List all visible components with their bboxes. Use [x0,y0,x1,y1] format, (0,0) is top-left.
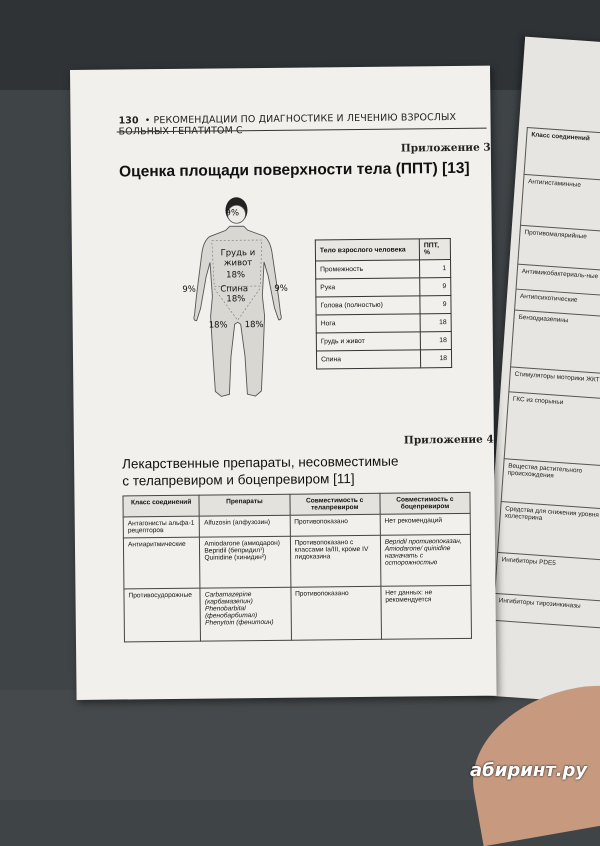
table-row [316,260,451,279]
table-cell: Amiodarone (амиодарон) Bepridil (бепридил¹) Quinidine (хинидин²) [200,536,291,588]
appendix-3-label: Приложение 3 [400,141,491,155]
page-number: 130 [118,115,139,127]
table-cell: 9 [420,278,451,296]
table-cell: Carbamazepine (карбамазепин) Phenobarbital (фенобарбитал) Phenytoin (фенитоин) [200,587,291,641]
table-header: Препараты [199,494,289,516]
watermark: абиринт.ру [470,760,588,781]
table-cell: 18 [420,314,451,332]
next-page-row: ГКС из спорыньи [504,392,600,468]
figure-label-leg-right: 18% [244,319,264,331]
next-page [479,37,600,704]
table-cell: 1 [420,260,451,278]
table-cell: Bepridil противопоказан, Amiodarone/ quinidine назначать с осторожностью [380,534,471,586]
table-row [316,332,451,351]
table-cell: Промежность [316,260,420,279]
table-header: Тело взрослого человека [315,239,419,261]
next-page-row: Ингибиторы тирозинкиназы [493,593,600,629]
table-row [123,534,471,589]
table-cell: Противопоказано с классами Ia/III, кроме IV лидоказина [290,535,381,587]
next-page-row: Антимикобактериаль-ные [516,264,600,298]
next-page-row: Средства для снижения уровня холестерина [498,502,600,562]
table-cell: Нет данных: не рекомендуется [381,585,472,639]
figure-label-leg-left: 18% [208,320,228,331]
table-cell: Антагонисты альфа-1 рецепторов [123,516,200,538]
figure-label-chest-pct: 18% [226,270,246,281]
table-cell: Антиаритмические [123,537,200,589]
table-cell: Рука [316,278,420,297]
next-page-table [492,127,600,630]
table-cell: Alfuzosin (алфузозин) [200,515,290,537]
next-page-header: Класс соединений [524,127,600,183]
table-header: Совместимость с телапревиром [290,493,380,515]
table-header: Совместимость с боцепревиром [380,492,470,514]
table-row [316,350,451,369]
running-title: РЕКОМЕНДАЦИИ ПО ДИАГНОСТИКЕ И ЛЕЧЕНИЮ ВЗРОСЛЫХ БОЛЬНЫХ ГЕПАТИТОМ С [118,111,457,138]
body-surface-figure [181,196,293,412]
figure-label-back: Спина [220,284,249,295]
appendix-3-title: Оценка площади поверхности тела (ППТ) [13] [118,159,470,181]
next-page-row: Ингибиторы PDE5 [495,552,600,602]
figure-label-arm-left: 9% [182,284,196,295]
drug-interaction-table [122,492,472,643]
table-header: ППТ, % [419,239,450,260]
table-row [316,278,451,297]
next-page-row: Антипсихотические [515,289,600,319]
figure-label-chest: Грудь и живот [220,248,256,269]
table-cell: 18 [420,332,451,350]
next-page-row: Бензодиазепины [511,310,600,376]
table-cell: Нога [316,314,420,333]
table-cell: Нет рекомендаций [380,513,470,535]
figure-label-arm-right: 9% [274,283,288,294]
table-cell: Голова (полностью) [316,296,420,315]
table-row [316,296,451,315]
table-cell: Спина [316,350,420,369]
table-cell: Противосудорожные [124,588,201,642]
book-page [70,66,497,700]
figure-label-back-pct: 18% [226,294,246,305]
table-cell: Грудь и живот [316,332,420,351]
running-header [118,112,490,138]
table-cell: 9 [420,296,451,314]
table-cell: Противопоказано [290,514,380,536]
table-row [124,585,472,642]
appendix-4-title-line1: Лекарственные препараты, несовместимые [122,453,399,472]
body-surface-table [315,238,452,369]
table-row [316,314,451,333]
appendix-4-title-line2: с телапревиром и боцепревиром [11] [122,471,355,489]
next-page-row: Противомалярийные [518,225,600,273]
header-bullet: • [144,115,151,127]
appendix-4-label: Приложение 4 [403,433,494,447]
figure-label-head: 9% [225,208,240,219]
table-cell: Противопоказано [290,586,381,640]
next-page-row: Антигистаминные [520,174,600,234]
next-page-row: Стимуляторы моторики ЖКТ [509,367,600,401]
table-cell: 18 [420,350,451,368]
next-page-row: Вещества растительного происхождения [501,459,600,511]
table-header: Класс соединений [123,495,200,517]
